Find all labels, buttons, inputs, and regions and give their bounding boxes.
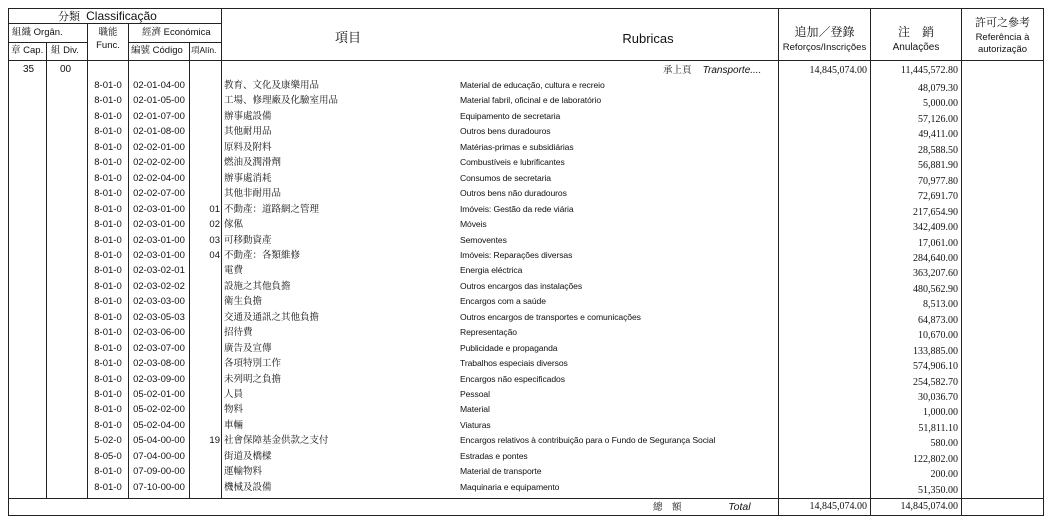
header-cap-zh: 章 <box>11 45 21 56</box>
header-classification-zh: 分類 <box>58 11 80 23</box>
header-rubricas: Rubricas <box>622 31 674 46</box>
row-func: 8-01-0 <box>94 342 122 354</box>
row-item-zh: 交通及通訊之其他負擔 <box>224 311 320 323</box>
table-border-top <box>8 8 1044 9</box>
row-func: 8-01-0 <box>94 481 122 493</box>
row-alin <box>190 279 220 294</box>
row-func: 8-05-0 <box>94 450 122 462</box>
row-anulacoes: 363,207.60 <box>913 268 958 280</box>
row-alin <box>190 480 220 495</box>
row-anulacoes: 72,691.70 <box>918 191 958 203</box>
row-rubrica-pt: Pessoal <box>460 389 490 399</box>
row-func: 8-01-0 <box>94 466 122 478</box>
total-label-zh: 總 額 <box>653 502 682 513</box>
row-item-zh: 各項特別工作 <box>224 358 282 370</box>
row-rubrica-pt: Semoventes <box>460 234 507 245</box>
row-item-zh: 社會保障基金供款之支付 <box>224 435 329 447</box>
row-code: 02-03-01-00 <box>133 219 185 231</box>
row-anulacoes: 30,036.70 <box>918 392 958 403</box>
row-code: 02-03-05-03 <box>133 311 185 323</box>
row-alin <box>190 140 220 155</box>
header-organ-pt: Orgân. <box>33 27 63 38</box>
row-item-zh: 其他耐用品 <box>224 126 272 138</box>
row-alin: 04 <box>209 249 220 261</box>
header-alin-pt: Alín. <box>199 45 217 55</box>
header-alin-zh: 項 <box>191 46 200 56</box>
row-rubrica-pt: Outros encargos das instalações <box>460 280 583 291</box>
row-rubrica-pt: Material fabril, oficinal e de laboratório <box>460 95 602 106</box>
row-func: 5-02-0 <box>94 435 122 447</box>
row-func: 8-01-0 <box>94 358 122 370</box>
row-item-zh: 設施之其他負擔 <box>224 280 291 292</box>
row-rubrica-pt: Viaturas <box>460 419 491 430</box>
row-code: 02-03-02-01 <box>133 265 185 277</box>
row-func: 8-01-0 <box>94 157 122 169</box>
row-alin <box>190 341 220 356</box>
carry-label <box>663 66 761 76</box>
table-border-right <box>1043 8 1044 516</box>
row-func: 8-01-0 <box>94 327 122 339</box>
header-reforcos-pt: Reforços/Inscrições <box>782 42 867 53</box>
row-alin <box>190 356 220 371</box>
header-item-zh: 項目 <box>334 30 361 45</box>
row-anulacoes: 133,885.00 <box>913 345 958 357</box>
row-rubrica-pt: Material de educação, cultura e recreio <box>460 80 605 90</box>
row-rubrica-pt: Combustíveis e lubrificantes <box>460 157 565 168</box>
row-alin <box>190 449 220 464</box>
col-sep-rubricas <box>778 8 779 516</box>
total-label-pt: Total <box>728 501 751 513</box>
total-top-rule <box>8 498 1044 499</box>
header-organ-zh: 組織 <box>12 27 32 38</box>
row-rubrica-pt: Encargos com a saúde <box>460 296 546 307</box>
row-anulacoes: 28,588.50 <box>918 144 958 156</box>
header-cap-pt: Cap. <box>23 45 44 56</box>
header-cap <box>11 46 43 56</box>
row-item-zh: 原料及附料 <box>224 141 272 153</box>
row-item-zh: 廣告及宣傳 <box>224 342 272 354</box>
row-item-zh: 辦事處消耗 <box>224 172 272 184</box>
col-sep-cap <box>46 42 47 498</box>
row-item-zh: 招待費 <box>224 327 253 339</box>
row-func: 8-01-0 <box>94 419 122 431</box>
total-anulacoes: 14,845,074.00 <box>900 501 958 512</box>
row-item-zh: 物料 <box>224 404 244 416</box>
row-item-zh: 機械及設備 <box>224 481 272 493</box>
row-rubrica-pt: Imóveis: Reparações diversas <box>460 249 573 260</box>
col-sep-anulacoes <box>961 8 962 516</box>
row-func: 8-01-0 <box>94 280 122 292</box>
carry-reforcos: 14,845,074.00 <box>809 65 867 76</box>
row-func: 8-01-0 <box>94 373 122 385</box>
row-item-zh: 可移動資產 <box>224 234 272 246</box>
total-reforcos: 14,845,074.00 <box>809 501 867 512</box>
row-rubrica-pt: Material <box>460 404 490 415</box>
row-alin <box>190 93 220 108</box>
row-func: 8-01-0 <box>94 172 122 184</box>
row-func: 8-01-0 <box>94 80 122 91</box>
row-anulacoes: 49,411.00 <box>918 129 958 141</box>
row-alin: 01 <box>209 203 220 215</box>
row-func: 8-01-0 <box>94 389 122 400</box>
row-func: 8-01-0 <box>94 110 122 122</box>
row-alin <box>190 155 220 170</box>
row-anulacoes: 1,000.00 <box>923 407 958 419</box>
header-div-zh: 組 <box>51 45 61 56</box>
row-alin: 03 <box>209 234 220 246</box>
row-code: 02-01-08-00 <box>133 126 185 138</box>
row-anulacoes: 51,811.10 <box>918 422 958 434</box>
row-alin <box>190 186 220 201</box>
row-anulacoes: 580.00 <box>930 438 958 450</box>
header-econ-pt: Económica <box>163 27 211 38</box>
budget-table <box>8 8 1044 516</box>
row-rubrica-pt: Estradas e pontes <box>460 450 528 461</box>
header-classification-pt: Classificação <box>86 9 157 23</box>
total-label <box>653 502 751 513</box>
row-item-zh: 未列明之負擔 <box>224 373 282 385</box>
classification-rule <box>8 23 221 24</box>
row-item-zh: 工場、修理廠及化驗室用品 <box>224 95 339 107</box>
row-item-zh: 教育、文化及康樂用品 <box>224 80 320 91</box>
header-code <box>131 46 183 56</box>
row-anulacoes: 64,873.00 <box>918 314 958 326</box>
row-code: 02-03-02-02 <box>133 280 185 292</box>
row-item-zh: 傢俬 <box>224 219 244 231</box>
row-func: 8-01-0 <box>94 141 122 153</box>
row-code: 02-03-03-00 <box>133 296 185 308</box>
row-rubrica-pt: Energia eléctrica <box>460 265 523 276</box>
row-rubrica-pt: Trabalhos especiais diversos <box>460 358 568 369</box>
row-anulacoes: 5,000.00 <box>923 98 958 110</box>
row-code: 07-10-00-00 <box>133 481 185 493</box>
row-code: 02-03-08-00 <box>133 358 185 370</box>
row-func: 8-01-0 <box>94 126 122 138</box>
row-anulacoes: 70,977.80 <box>918 175 958 187</box>
row-rubrica-pt: Outros encargos de transportes e comunicações <box>460 311 641 322</box>
row-anulacoes: 57,126.00 <box>918 113 958 125</box>
row-anulacoes: 51,350.00 <box>918 484 958 496</box>
row-rubrica-pt: Outros bens não duradouros <box>460 188 567 199</box>
row-rubrica-pt: Encargos relativos à contribuição para o Fundo de Segurança Social <box>460 435 716 446</box>
row-anulacoes: 10,670.00 <box>918 330 958 342</box>
row-alin: 19 <box>209 435 220 447</box>
row-anulacoes: 122,802.00 <box>913 453 958 465</box>
header-alin <box>191 46 217 56</box>
header-classification <box>58 10 157 23</box>
row-alin <box>190 310 220 325</box>
row-rubrica-pt: Representação <box>460 327 517 338</box>
carry-label-zh: 承上頁 <box>663 65 692 76</box>
row-rubrica-pt: Móveis <box>460 219 487 230</box>
header-ref-pt-2: autorização <box>977 44 1028 55</box>
row-func: 8-01-0 <box>94 234 122 246</box>
col-sep-reforcos <box>870 8 871 516</box>
row-code: 02-03-09-00 <box>133 373 185 385</box>
organ-rule <box>8 42 87 43</box>
row-item-zh: 衛生負擔 <box>224 296 263 308</box>
row-anulacoes: 342,409.00 <box>913 222 958 234</box>
row-code: 07-09-00-00 <box>133 466 185 478</box>
row-code: 05-02-02-00 <box>133 404 185 416</box>
row-item-zh: 街道及橋樑 <box>224 450 272 462</box>
row-func: 8-01-0 <box>94 296 122 308</box>
row-func: 8-01-0 <box>94 95 122 107</box>
row-rubrica-pt: Publicidade e propaganda <box>460 342 558 353</box>
row-func: 8-01-0 <box>94 249 122 261</box>
row-anulacoes: 200.00 <box>930 469 958 481</box>
row-code: 05-02-04-00 <box>133 419 185 431</box>
row-alin <box>190 325 220 340</box>
econ-rule <box>128 42 221 43</box>
row-item-zh: 人員 <box>224 389 244 400</box>
row-code: 07-04-00-00 <box>133 450 185 462</box>
row-rubrica-pt: Imóveis: Gestão da rede viária <box>460 203 574 214</box>
header-organ <box>12 28 63 38</box>
header-ref-pt-1: Referência à <box>975 32 1030 43</box>
row-anulacoes: 254,582.70 <box>913 376 958 388</box>
row-func: 8-01-0 <box>94 219 122 231</box>
row-func: 8-01-0 <box>94 311 122 323</box>
row-alin: 02 <box>209 219 220 231</box>
row-rubrica-pt: Equipamento de secretaria <box>460 110 561 121</box>
header-div-pt: Div. <box>63 45 79 56</box>
row-rubrica-pt: Maquinaria e equipamento <box>460 481 560 492</box>
row-code: 02-03-01-00 <box>133 249 185 261</box>
row-item-zh: 其他非耐用品 <box>224 188 282 200</box>
row-rubrica-pt: Outros bens duradouros <box>460 126 551 137</box>
header-bottom-rule <box>8 60 1044 61</box>
row-alin <box>190 402 220 417</box>
row-alin <box>190 124 220 139</box>
row-anulacoes: 8,513.00 <box>923 299 958 311</box>
row-anulacoes: 17,061.00 <box>918 237 958 249</box>
row-func: 8-01-0 <box>94 203 122 215</box>
header-anulacoes-pt: Anulações <box>892 42 940 53</box>
row-code: 02-03-06-00 <box>133 327 185 339</box>
row-code: 02-01-05-00 <box>133 95 185 107</box>
row-item-zh: 運輸物料 <box>224 466 263 478</box>
row-alin <box>190 78 220 93</box>
header-anulacoes-zh: 注 銷 <box>897 25 934 39</box>
row-item-zh: 辦事處設備 <box>224 110 272 122</box>
row-anulacoes: 574,906.10 <box>913 361 958 373</box>
row-rubrica-pt: Matérias-primas e subsidiárias <box>460 141 574 152</box>
header-func-zh: 職能 <box>98 27 118 38</box>
header-econ-zh: 經濟 <box>142 27 162 38</box>
row-anulacoes: 56,881.90 <box>918 160 958 172</box>
header-reforcos-zh: 追加／登錄 <box>794 25 855 39</box>
row-alin <box>190 387 220 402</box>
row-func: 8-01-0 <box>94 188 122 200</box>
row-func: 8-01-0 <box>94 265 122 277</box>
row-code: 05-02-01-00 <box>133 389 185 400</box>
row-item-zh: 車輛 <box>224 419 244 431</box>
row-code: 02-02-07-00 <box>133 188 185 200</box>
header-div <box>51 46 79 56</box>
header-func-pt: Func. <box>96 40 120 51</box>
row-alin <box>190 372 220 387</box>
row-code: 02-03-07-00 <box>133 342 185 354</box>
row-item-zh: 不動產：各類維修 <box>224 249 301 261</box>
row-code: 02-03-01-00 <box>133 203 185 215</box>
header-code-pt: Código <box>152 45 183 56</box>
row-code: 05-04-00-00 <box>133 435 185 447</box>
header-econ <box>142 28 211 38</box>
row-code: 02-03-01-00 <box>133 234 185 246</box>
header-ref-zh: 許可之參考 <box>975 17 1030 29</box>
row-code: 02-02-02-00 <box>133 157 185 169</box>
row-anulacoes: 48,079.30 <box>918 83 958 94</box>
carry-label-pt: Transporte.... <box>702 65 762 76</box>
cap-value: 35 <box>23 64 35 75</box>
row-alin <box>190 109 220 124</box>
row-item-zh: 電費 <box>224 265 244 277</box>
row-code: 02-02-01-00 <box>133 141 185 153</box>
row-alin <box>190 418 220 433</box>
row-code: 02-02-04-00 <box>133 172 185 184</box>
header-code-zh: 編號 <box>131 45 151 56</box>
row-rubrica-pt: Encargos não especificados <box>460 373 565 384</box>
row-anulacoes: 284,640.00 <box>913 252 958 264</box>
table-border-bottom <box>8 515 1044 516</box>
row-func: 8-01-0 <box>94 404 122 416</box>
row-code: 02-01-07-00 <box>133 110 185 122</box>
row-item-zh: 燃油及潤滑劑 <box>224 157 282 169</box>
carry-anulacoes: 11,445,572.80 <box>900 65 958 76</box>
row-anulacoes: 480,562.90 <box>913 283 958 295</box>
row-code: 02-01-04-00 <box>133 80 185 91</box>
div-value: 00 <box>60 64 72 75</box>
row-alin <box>190 263 220 278</box>
col-sep-alin <box>221 8 222 498</box>
row-alin <box>190 171 220 186</box>
row-item-zh: 不動產：道路網之管理 <box>224 203 320 215</box>
row-rubrica-pt: Consumos de secretaria <box>460 172 551 183</box>
table-border-left <box>8 8 9 516</box>
row-alin <box>190 464 220 479</box>
row-rubrica-pt: Material de transporte <box>460 466 542 477</box>
row-anulacoes: 217,654.90 <box>913 206 958 218</box>
row-alin <box>190 294 220 309</box>
